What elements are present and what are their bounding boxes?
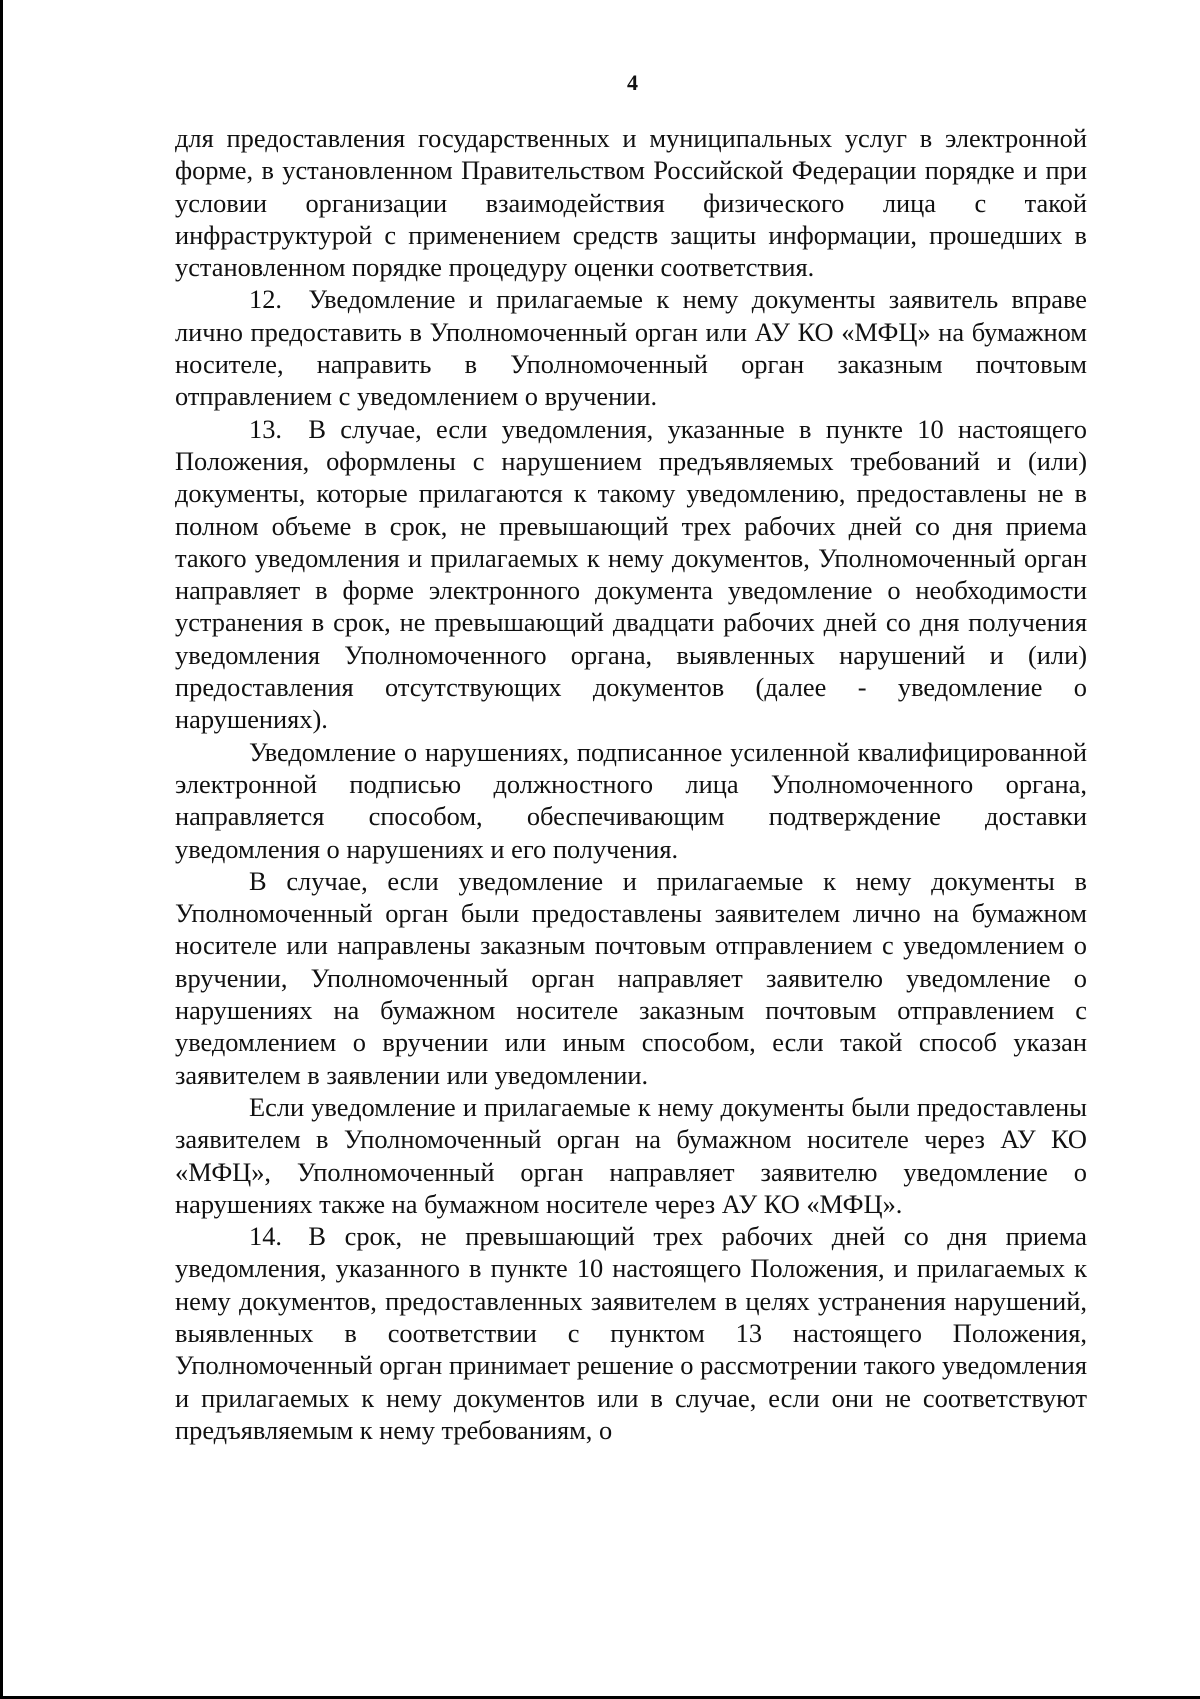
paragraph-13-signature: Уведомление о нарушениях, подписанное усиленной квалифицированной электронной подписью должностного лица Уполномоченного органа, направляется способом, обеспечивающим подтверждение доставки уведомления о нарушениях и его получения.	[175, 736, 1087, 864]
paragraph-continuation: для предоставления государственных и муниципальных услуг в электронной форме, в установленном Правительством Российской Федерации порядке и при условии организации взаимодействия физического лица с такой инфраструктурой с применением средств защиты информации, прошедших в установленном порядке процедуру оценки соответствия.	[175, 123, 1087, 283]
paragraph-14: 14. В срок, не превышающий трех рабочих дней со дня приема уведомления, указанного в пункте 10 настоящего Положения, и прилагаемых к нему документов, предоставленных заявителем в целях устранения нарушений, выявленных в соответствии с пунктом 13 настоящего Положения, Уполномоченный орган принимает решение о рассмотрении такого уведомления и прилагаемых к нему документов или в случае, если они не соответствуют предъявляемым к нему требованиям, о	[175, 1221, 1087, 1445]
paragraph-13: 13. В случае, если уведомления, указанные в пункте 10 настоящего Положения, оформлены с нарушением предъявляемых требований и (или) документы, которые прилагаются к такому уведомлению, предоставлены не в полном объеме в срок, не превышающий трех рабочих дней со дня приема такого уведомления и прилагаемых к нему документов, Уполномоченный орган направляет в форме электронного документа уведомление о необходимости устранения в срок, не превышающий двадцати рабочих дней со дня получения уведомления Уполномоченного органа, выявленных нарушений и (или) предоставления отсутствующих документов (далее - уведомление о нарушениях).	[175, 413, 1087, 735]
paragraph-13-paper: В случае, если уведомление и прилагаемые к нему документы в Уполномоченный орган были предоставлены заявителем лично на бумажном носителе или направлены заказным почтовым отправлением с уведомлением о вручении, Уполномоченный орган направляет заявителю уведомление о нарушениях на бумажном носителе заказным почтовым отправлением с уведомлением о вручении или иным способом, если такой способ указан заявителем в заявлении или уведомлении.	[175, 865, 1087, 1090]
paragraph-13-mfc: Если уведомление и прилагаемые к нему документы были предоставлены заявителем в Уполномоченный орган на бумажном носителе через АУ КО «МФЦ», Уполномоченный орган направляет заявителю уведомление о нарушениях также на бумажном носителе через АУ КО «МФЦ».	[175, 1091, 1087, 1219]
paragraph-12: 12. Уведомление и прилагаемые к нему документы заявитель вправе лично предоставить в Уполномоченный орган или АУ КО «МФЦ» на бумажном носителе, направить в Уполномоченный орган заказным почтовым отправлением с уведомлением о вручении.	[175, 284, 1087, 412]
scan-edge-left	[0, 0, 3, 1699]
page-number: 4	[627, 70, 638, 95]
document-body	[175, 122, 1087, 1446]
